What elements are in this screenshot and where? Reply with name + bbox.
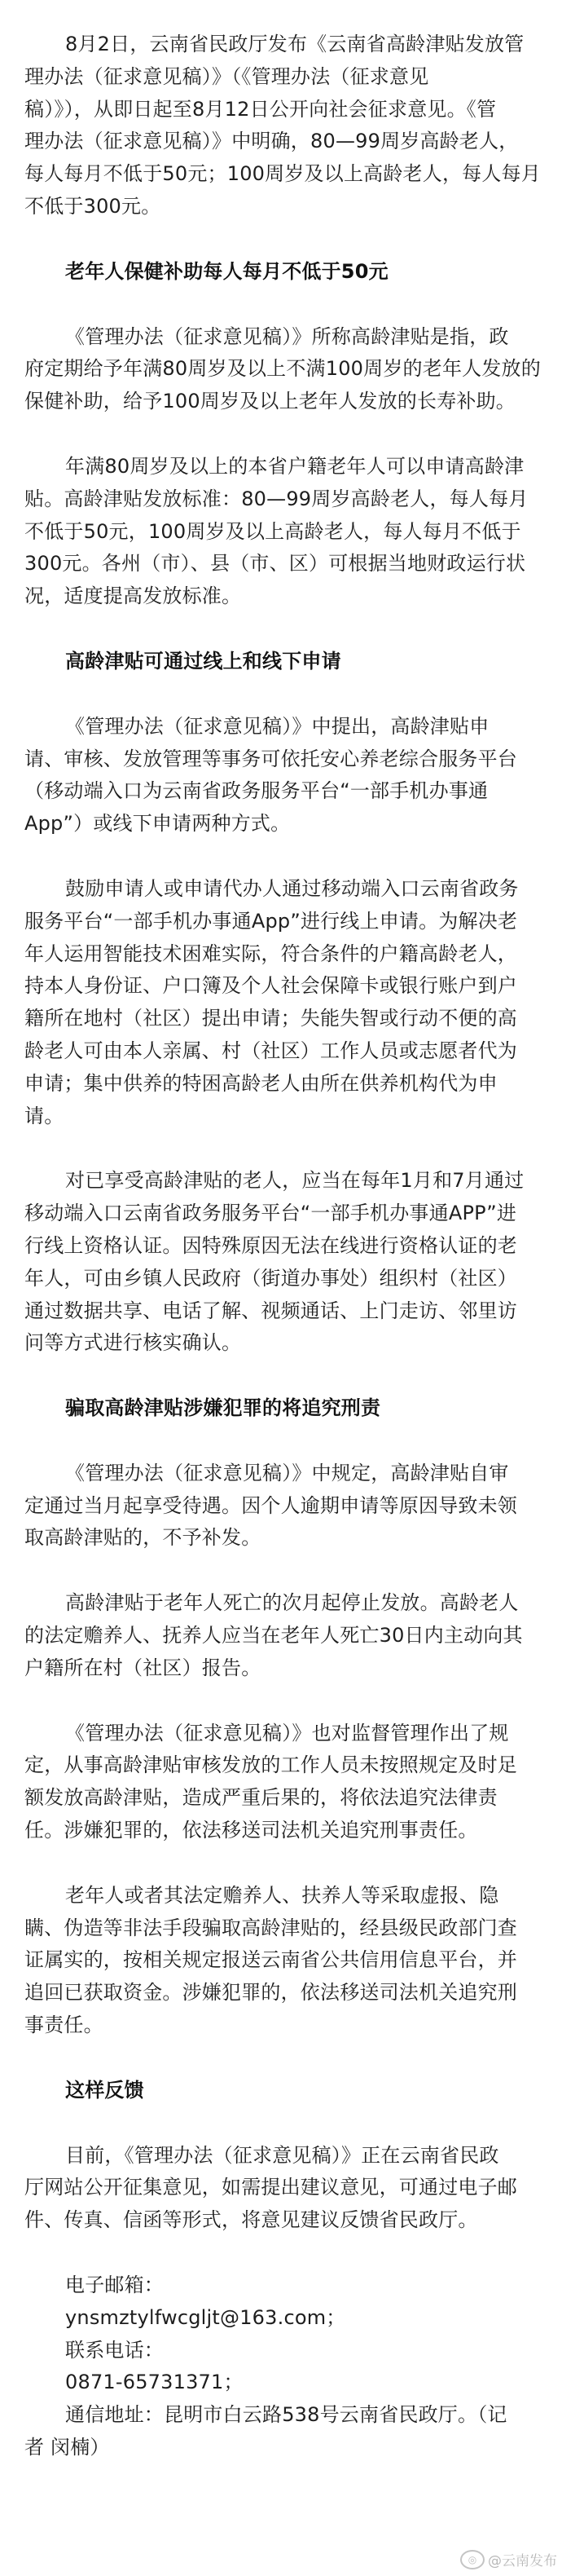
article-body	[24, 29, 546, 2497]
text-line: 0871-65731371；	[65, 2371, 244, 2394]
text-line: 申请；集中供养的特困高龄老人由所在供养机构代为申	[24, 1071, 498, 1095]
text-line: 持本人身份证、户口簿及个人社会保障卡或银行账户到户	[24, 974, 517, 998]
text-line: 龄老人可由本人亲属、村（社区）工作人员或志愿者代为	[24, 1039, 517, 1062]
text-line: 服务平台“一部手机办事通App”进行线上申请。为解决老	[24, 909, 518, 933]
text-line: 不低于50元，100周岁及以上高龄老人，每人每月不低于	[24, 519, 521, 543]
paragraph	[24, 321, 546, 418]
text-line: 稿）》），从即日起至8月12日公开向社会征求意见。《管	[24, 97, 497, 121]
section-heading	[24, 1392, 546, 1425]
paragraph	[24, 29, 546, 223]
text-line: 《管理办法（征求意见稿）》中规定，高龄津贴自审	[65, 1461, 509, 1484]
text-line: ynsmztylfwcgljt@163.com；	[65, 2305, 346, 2329]
text-line: 8月2日，云南省民政厅发布《云南省高龄津贴发放管	[65, 33, 525, 55]
text-line: 通信地址：昆明市白云路538号云南省民政厅。（记	[65, 2403, 507, 2427]
text-line: 理办法（征求意见稿）》中明确，80—99周岁高龄老人，	[24, 130, 519, 153]
text-line: 事责任。	[24, 2014, 103, 2037]
text-line: 联系电话：	[65, 2338, 164, 2362]
text-line: 瞒、伪造等非法手段骗取高龄津贴的，经县级民政部门查	[24, 1916, 517, 1939]
text-line: 《管理办法（征求意见稿）》所称高龄津贴是指，政	[65, 324, 509, 348]
paragraph	[24, 2140, 546, 2237]
weibo-logo-icon: ◎	[460, 2550, 485, 2569]
text-line: 定，从事高龄津贴审核发放的工作人员未按照规定及时足	[24, 1753, 517, 1777]
text-line: 行线上资格认证。因特殊原因无法在线进行资格认证的老	[24, 1233, 517, 1257]
text-line: 目前，《管理办法（征求意见稿）》正在云南省民政	[65, 2143, 499, 2167]
text-line: 任。涉嫌犯罪的，依法移送司法机关追究刑事责任。	[24, 1819, 478, 1842]
text-line: 理办法（征求意见稿）》（《管理办法（征求意见	[24, 64, 429, 88]
text-line: 取高龄津贴的，不予补发。	[24, 1526, 261, 1550]
text-line: 移动端入口云南省政务服务平台“一部手机办事通APP”进	[24, 1202, 517, 1225]
text-line: 老年人或者其法定赡养人、扶养人等采取虚报、隐	[65, 1883, 499, 1907]
paragraph	[24, 1458, 546, 1555]
text-line: 问等方式进行核实确认。	[24, 1331, 242, 1355]
watermark-text: @云南发布	[488, 2553, 557, 2569]
text-line: 额发放高龄津贴，造成严重后果的，将依法追究法律责	[24, 1786, 498, 1810]
paragraph	[24, 1880, 546, 2042]
text-line: App”）或线下申请两种方式。	[24, 812, 291, 836]
text-line: 况，适度提高发放标准。	[24, 584, 242, 608]
text-line: 不低于300元。	[24, 194, 161, 218]
text-line: 300元。各州（市）、县（市、区）可根据当地财政运行状	[24, 552, 526, 576]
text-line: 对已享受高龄津贴的老人，应当在每年1月和7月通过	[65, 1169, 525, 1193]
text-line: 请、审核、发放管理等事务可依托安心养老综合服务平台	[24, 747, 517, 770]
text-line: 年人运用智能技术困难实际，符合条件的户籍高龄老人，	[24, 942, 517, 965]
text-line: 件、传真、信函等形式，将意见建议反馈省民政厅。	[24, 2208, 478, 2232]
text-line: 鼓励申请人或申请代办人通过移动端入口云南省政务	[65, 876, 519, 900]
contact-info	[24, 2269, 546, 2464]
text-line: 年人，可由乡镇人民政府（街道办事处）组织村（社区）	[24, 1266, 517, 1290]
text-line: 府定期给予年满80周岁及以上不满100周岁的老年人发放的	[24, 357, 541, 381]
paragraph	[24, 873, 546, 1132]
text-line: 请。	[24, 1104, 64, 1127]
text-line: 追回已获取资金。涉嫌犯罪的，依法移送司法机关追究刑	[24, 1981, 517, 2005]
text-line: 电子邮箱：	[65, 2274, 164, 2297]
section-heading	[24, 2075, 546, 2107]
text-line: 每人每月不低于50元；100周岁及以上高龄老人，每人每月	[24, 162, 541, 186]
text-line: 年满80周岁及以上的本省户籍老年人可以申请高龄津	[65, 454, 525, 478]
text-line: 骗取高龄津贴涉嫌犯罪的将追究刑责	[65, 1396, 381, 1420]
text-line: 的法定赡养人、抚养人应当在老年人死亡30日内主动向其	[24, 1624, 523, 1647]
text-line: 厅网站公开征集意见，如需提出建议意见，可通过电子邮	[24, 2176, 517, 2199]
text-line: 籍所在地村（社区）提出申请；失能失智或行动不便的高	[24, 1007, 517, 1030]
text-line: 《管理办法（征求意见稿）》中提出，高龄津贴申	[65, 714, 490, 738]
text-line: 高龄津贴可通过线上和线下申请	[65, 649, 341, 673]
paragraph	[24, 1587, 546, 1684]
paragraph	[24, 1718, 546, 1847]
section-heading	[24, 256, 546, 289]
text-line: 者 闵楠）	[24, 2436, 110, 2459]
watermark	[460, 2549, 557, 2569]
paragraph	[24, 451, 546, 613]
text-line: 保健补助，给予100周岁及以上老年人发放的长寿补助。	[24, 390, 516, 413]
text-line: 《管理办法（征求意见稿）》也对监督管理作出了规	[65, 1721, 509, 1745]
text-line: （移动端入口为云南省政务服务平台“一部手机办事通	[24, 779, 489, 803]
text-line: 贴。高龄津贴发放标准：80—99周岁高龄老人，每人每月	[24, 487, 529, 510]
paragraph	[24, 711, 546, 840]
paragraph	[24, 1165, 546, 1360]
text-line: 高龄津贴于老年人死亡的次月起停止发放。高龄老人	[65, 1591, 519, 1615]
text-line: 老年人保健补助每人每月不低于50元	[65, 259, 389, 283]
text-line: 通过数据共享、电话了解、视频通话、上门走访、邻里访	[24, 1299, 517, 1322]
text-line: 户籍所在村（社区）报告。	[24, 1656, 261, 1679]
text-line: 证属实的，按相关规定报送云南省公共信用信息平台，并	[24, 1948, 517, 1972]
text-line: 这样反馈	[65, 2078, 144, 2102]
section-heading	[24, 646, 546, 678]
text-line: 定通过当月起享受待遇。因个人逾期申请等原因导致未领	[24, 1493, 517, 1517]
